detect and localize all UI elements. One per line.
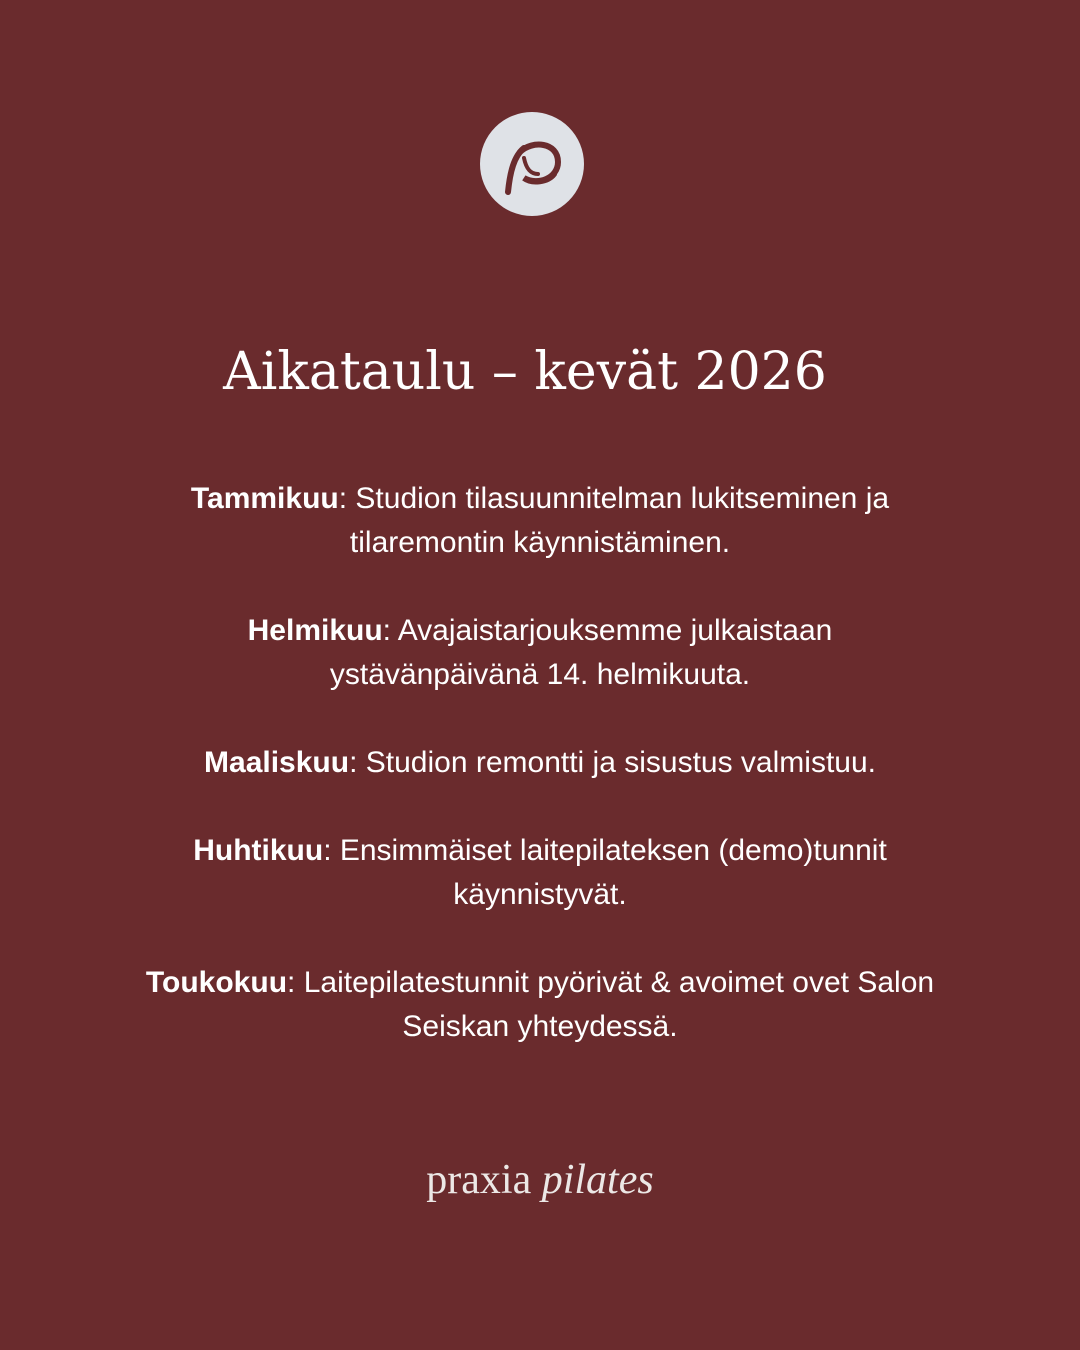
schedule-entry-tammikuu — [140, 477, 940, 565]
schedule-entry-huhtikuu — [140, 829, 940, 917]
schedule-entry-toukokuu — [140, 961, 940, 1049]
entry-text: Studion remontti ja sisustus valmistuu. — [357, 746, 876, 779]
month-label: Tammikuu — [190, 482, 339, 515]
month-separator: : — [323, 834, 332, 867]
month-label: Huhtikuu — [193, 834, 324, 867]
schedule-list — [140, 477, 940, 1093]
page-title: Aikataulu – kevät 2026 — [223, 342, 827, 402]
month-separator: : — [287, 966, 296, 999]
month-label: Toukokuu — [145, 966, 288, 999]
month-label: Maaliskuu — [204, 746, 350, 779]
month-separator: : — [349, 746, 358, 779]
entry-text: Laitepilatestunnit pyörivät & avoimet ovet Salon Seiskan yhteydessä. — [295, 966, 935, 1043]
entry-text: Avajaistarjouksemme julkaistaan ystävänpäivänä 14. helmikuuta. — [329, 614, 833, 691]
brand-word-praxia: praxia — [426, 1157, 542, 1203]
month-separator: : — [382, 614, 392, 647]
month-label: Helmikuu — [247, 614, 383, 647]
praxia-p-monogram-icon — [480, 112, 584, 216]
month-separator: : — [338, 482, 348, 515]
entry-text: Ensimmäiset laitepilateksen (demo)tunnit käynnistyvät. — [331, 834, 887, 911]
brand-word-pilates: pilates — [541, 1157, 654, 1203]
schedule-entry-helmikuu — [140, 609, 940, 697]
brand-wordmark — [0, 1152, 1080, 1208]
brand-logo — [480, 112, 584, 216]
schedule-entry-maaliskuu — [140, 741, 940, 785]
entry-text: Studion tilasuunnitelman lukitseminen ja tilaremontin käynnistäminen. — [347, 482, 890, 559]
